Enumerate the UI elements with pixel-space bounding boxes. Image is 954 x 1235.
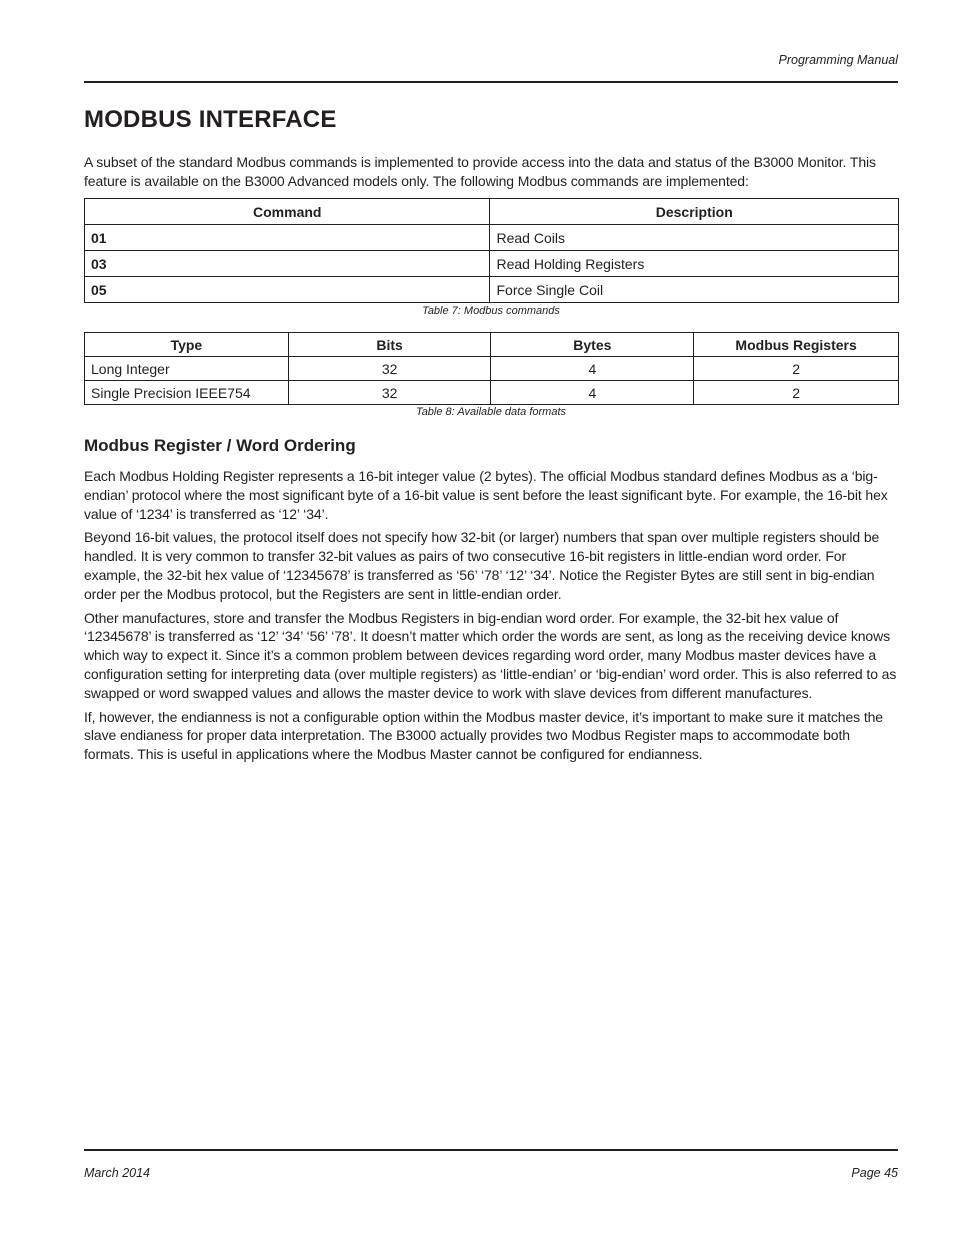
description-cell: Read Holding Registers <box>490 251 899 277</box>
table-row <box>85 277 899 303</box>
column-header: Command <box>85 199 490 225</box>
column-header: Description <box>490 199 899 225</box>
description-cell: Read Coils <box>490 225 899 251</box>
running-header: Programming Manual <box>778 53 898 67</box>
footer-rule <box>84 1149 898 1151</box>
table-caption: Table 7: Modbus commands <box>422 305 560 317</box>
page-title: MODBUS INTERFACE <box>84 106 337 133</box>
body-paragraph: If, however, the endianness is not a configurable option within the Modbus master device, it’s important to make sure it matches the slave endianess for proper data interpretation. The B3000 actually provides two Modbus Register maps to accommodate both formats. This is useful in applications where the Modbus Master cannot be configured for endianness. <box>84 708 883 763</box>
body-paragraph: Beyond 16-bit values, the protocol itself does not specify how 32-bit (or larger) numbers that span over multiple registers should be handled. It is very common to transfer 32-bit values as pairs of two consecutive 16-bit registers in little-endian word order. For example, the 32-bit hex value of ‘12345678’ is transferred as ‘56’ ‘78’ ‘12’ ‘34’. Notice the Register Bytes are still sent in big-endian order per the Modbus protocol, but the Registers are sent in little-endian order. <box>84 529 880 602</box>
command-cell: 05 <box>85 277 490 303</box>
column-header: Modbus Registers <box>694 333 899 357</box>
table-row <box>85 225 899 251</box>
body-paragraph: Other manufactures, store and transfer the Modbus Registers in big-endian word order. For example, the 32-bit hex value of ‘12345678’ is transferred as ‘12’ ‘34’ ‘56’ ‘78’. It doesn’t matter which order the words are sent, as long as the receiving device knows which way to expect it. Since it’s a common problem between devices regarding word order, many Modbus master devices have a configuration setting for interpreting data (over multiple registers) as ‘little-endian’ or ‘big-endian’ word order. This is also referred to as swapped or word swapped values and allows the master device to work with slave devices from different manufactures. <box>84 609 897 701</box>
type-cell: Long Integer <box>85 357 289 381</box>
command-cell: 01 <box>85 225 490 251</box>
table-row <box>85 357 899 381</box>
command-cell: 03 <box>85 251 490 277</box>
data-formats-table <box>84 332 899 405</box>
section-body <box>84 467 898 769</box>
registers-cell: 2 <box>694 357 899 381</box>
registers-cell: 2 <box>694 381 899 405</box>
bytes-cell: 4 <box>491 357 694 381</box>
bits-cell: 32 <box>288 357 491 381</box>
bits-cell: 32 <box>288 381 491 405</box>
column-header: Bytes <box>491 333 694 357</box>
table-header-row <box>85 333 899 357</box>
intro-paragraph: A subset of the standard Modbus commands is implemented to provide access into the data and status of the B3000 Monitor. This feature is available on the B3000 Advanced models only. The following Modbus commands are implemented: <box>84 154 876 189</box>
column-header: Type <box>85 333 289 357</box>
table-caption: Table 8: Available data formats <box>415 406 567 418</box>
table-row <box>85 251 899 277</box>
column-header: Bits <box>288 333 491 357</box>
table-header-row <box>85 199 899 225</box>
bytes-cell: 4 <box>491 381 694 405</box>
type-cell: Single Precision IEEE754 <box>85 381 289 405</box>
document-page <box>84 0 898 1235</box>
section-heading: Modbus Register / Word Ordering <box>84 436 356 455</box>
page-number: Page 45 <box>851 1166 898 1180</box>
header-rule <box>84 81 898 83</box>
table-row <box>85 381 899 405</box>
footer-date: March 2014 <box>84 1166 151 1180</box>
description-cell: Force Single Coil <box>490 277 899 303</box>
body-paragraph: Each Modbus Holding Register represents a 16-bit integer value (2 bytes). The official Modbus standard defines Modbus as a ‘big-endian’ protocol where the most significant byte of a 16-bit value is sent before the least significant byte. For example, the 16-bit hex value of ‘1234’ is transferred as ‘12’ ‘34’. <box>84 468 888 522</box>
modbus-commands-table <box>84 198 899 303</box>
